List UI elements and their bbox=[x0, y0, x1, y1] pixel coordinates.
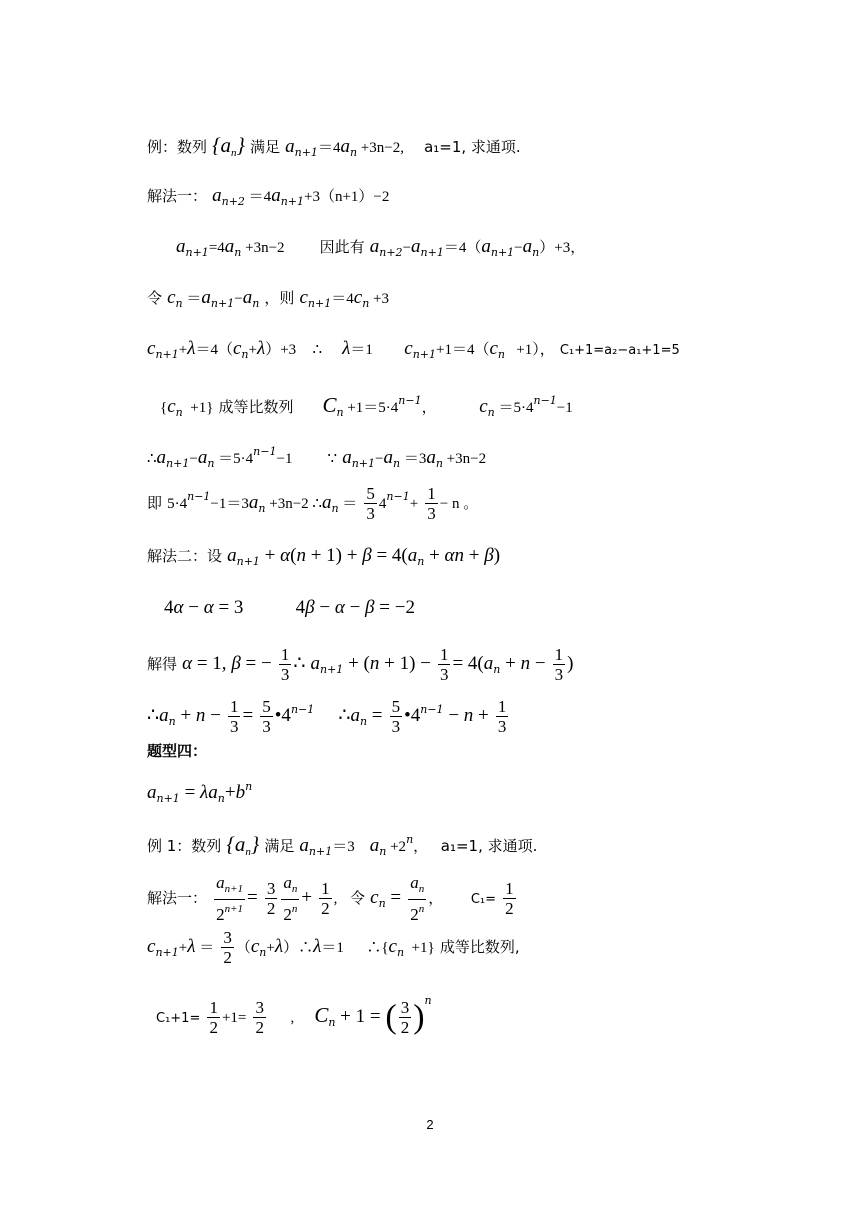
text: a₁=1, 求通项. bbox=[424, 138, 521, 156]
solution1-line: 解法一： $a_{n+2} =4a_{n+1}+3(n+1)-2$ bbox=[147, 185, 390, 208]
equation-line: $a_{n+1} = \lambda a_n+b^n$ bbox=[147, 780, 253, 805]
text: C₁+1=a₂−a₁+1=5 bbox=[559, 343, 680, 358]
equation-line: C₁+1= $\frac{1}{2}$ +1= $\frac{3}{2}$ , $C_n + 1$ = ( $\frac{3}{2}$ )$^n$ bbox=[156, 994, 432, 1037]
text: a₁=1, 求通项. bbox=[440, 837, 538, 855]
text: 令 bbox=[147, 289, 163, 307]
equation-line: $a_{n+1}=4a_n +3n-2$ 因此有 $a_{n+2}-a_{n+1}=4(a_{n+1}-a_n)+3$， bbox=[176, 236, 586, 259]
text: C₁= bbox=[470, 892, 497, 907]
equation-line: 令 $c_n =a_{n+1}-a_n$ ，则 $c_{n+1}=4c_n +3$ bbox=[147, 287, 389, 310]
example-label: 例 1：数列 bbox=[147, 837, 222, 855]
example-line: 例：数列 $\{a_n\}$ 满足 $a_{n+1}=4a_n +3n-2$, a₁=1, 求通项. bbox=[147, 133, 521, 159]
text: C₁+1= bbox=[156, 1011, 201, 1026]
page-number: 2 bbox=[426, 1117, 434, 1132]
solution-label: 解法二：设 bbox=[147, 547, 223, 565]
example-line: 例 1：数列 $\{a_n\}$ 满足 $a_{n+1}=3$ $a_n +2^n$， a₁=1, 求通项. bbox=[147, 832, 538, 858]
equation-line: $\therefore a_n + n$ − $\frac{1}{3}$ = $\frac{5}{3}$ $•4^{n-1}$ $\therefore a_n$ = $\frac{5}{3}$ $•4^{n-1} - n$ + $\frac{1}{3}$ bbox=[147, 697, 507, 736]
solution2-line: 解法二：设 $a_{n+1} + \alpha(n + 1) + \beta = 4(a_n + \alpha n + \beta)$ bbox=[147, 545, 501, 568]
equation-line: $c_{n+1}+\lambda$ ＝ $\frac{3}{2}$ $(c_n+\lambda)\therefore\lambda=1$ $\therefore\{c_n +1\}$ 成等比数列, bbox=[147, 928, 520, 967]
equation-line: $c_{n+1}+\lambda=4(c_n+\lambda)+3$ ∴ λ＝1 $c_{n+1}+1=4(c_n +1)$， C₁+1=a₂−a₁+1=5 bbox=[147, 338, 680, 361]
equation-line: $\{c_n +1\}$ 成等比数列 $C_n +1=5\cdot 4^{n-1}$， $c_n =5\cdot 4^{n-1}-1$ bbox=[160, 393, 573, 419]
text: 即 bbox=[147, 494, 163, 512]
text: 成等比数列 bbox=[218, 398, 294, 416]
solution-label: 解法一： bbox=[147, 889, 208, 907]
equation-line: 解法一： $\frac{a_{n+1}}{2^{n+1}}$ = $\frac{3}{2}$ $\frac{a_n}{2^n}$ + $\frac{1}{2}$ , 令 $c_n$ = $\frac{a_n}{2^n}$ ， C₁= $\frac{1}{2}$ bbox=[147, 873, 514, 924]
text: ，则 bbox=[264, 289, 295, 307]
text: 因此有 bbox=[319, 238, 365, 256]
text: 令 bbox=[350, 889, 366, 907]
text: 成等比数列, bbox=[439, 938, 520, 956]
text: 解得 bbox=[147, 655, 178, 673]
solution-label: 解法一： bbox=[147, 187, 208, 205]
equation-line: 4α − α = 3 4β − α − β = −2 bbox=[164, 597, 415, 618]
text: 满足 bbox=[264, 837, 295, 855]
equation-line: 即 $5\cdot 4^{n-1}-1=3a_n +3n-2$ $\therefore a_n$ ＝ $\frac{5}{3}$ $4^{n-1}+$ $\frac{1}{3}$ − n 。 bbox=[147, 484, 479, 523]
text: 满足 bbox=[250, 138, 281, 156]
section-heading: 题型四： bbox=[147, 742, 208, 760]
equation-line: 解得 α = 1, β = − $\frac{1}{3}$ ∴ $a_{n+1} + (n + 1)$ − $\frac{1}{3}$ = $4(a_n + n$ − $\frac{1}{3}$ ) bbox=[147, 645, 574, 684]
example-label: 例：数列 bbox=[147, 138, 208, 156]
because-symbol: ∵ bbox=[327, 451, 338, 467]
therefore-symbol: ∴ bbox=[312, 342, 323, 358]
equation-line: $\therefore a_{n+1}-a_n =5\cdot 4^{n-1}-1$ ∵ $a_{n+1}-a_n =3a_n +3n-2$ bbox=[147, 445, 487, 470]
